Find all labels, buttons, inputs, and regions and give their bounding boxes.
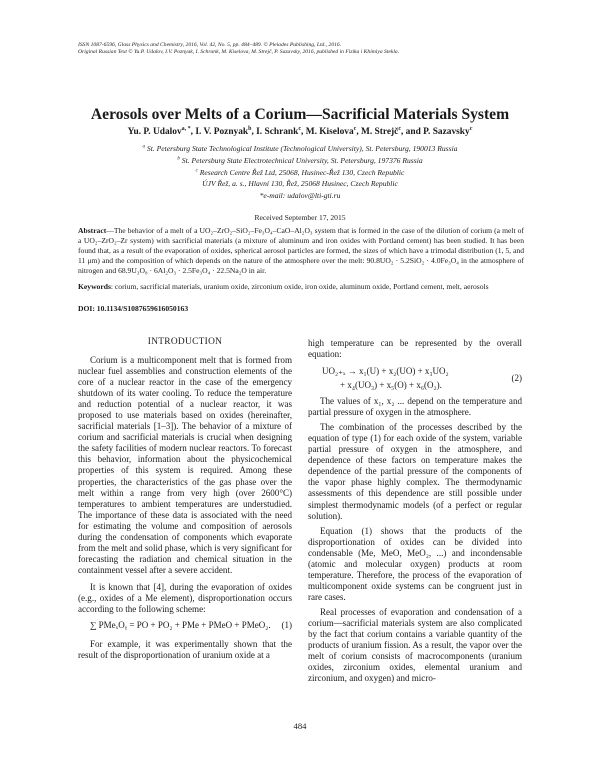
author-separator: , and: [400, 127, 424, 138]
affiliation-c-second: [0, 179, 600, 188]
affiliation-text: ÚJV Řež, a. s., Hlavní 130, Řež, 25068 Husinec, Czech Republic: [202, 179, 398, 188]
author-separator: ,: [190, 127, 196, 138]
keywords-text: : corium, sacrificial materials, uranium oxide, zirconium oxide, iron oxide, aluminum oxide, Portland cement, melt, aerosols: [110, 282, 489, 291]
author-affiliation-mark: a, *: [181, 126, 191, 132]
email-text: *e-mail: udalov@lti-gti.ru: [259, 191, 341, 200]
affiliation-text: St. Petersburg State Electrotechnical University, St. Petersburg, 197376 Russia: [181, 156, 423, 165]
author-list: [0, 126, 600, 137]
abstract: [78, 226, 524, 276]
author-name: I. Schrank: [256, 127, 299, 138]
equation-number: (1): [281, 620, 292, 631]
author-separator: ,: [301, 127, 306, 138]
author-affiliation-mark: c: [353, 126, 357, 132]
author-name: Yu. P. Udalov: [127, 127, 182, 138]
paragraph: It is known that [4], during the evaporation of oxides (e.g., oxides of a Me element), disproportionation occurs according to the following scheme:: [78, 581, 292, 615]
affiliation-text: Research Centre Řež Ltd, 25068, Husinec-Řež 130, Czech Republic: [199, 168, 405, 177]
journal-header-line-2: Original Russian Text © Yu.P. Udalov, I.V. Poznyak, I. Schrank, M. Kiselova, M. Strejč, P. Sazavsky, 2016, published in Fizika i Khimiya Stekla.: [78, 49, 400, 55]
author-affiliation-mark: c: [298, 126, 302, 132]
paragraph: The combination of the processes described by the equation of type (1) for each oxide of the system, variable partial pressure of oxygen in the atmosphere, and dependence of these factors on temperature makes the dependence of the partial pressure of the components of the vapor phase highly complex. The thermodynamic assessments of this dependence are still possible under simplest thermodynamic models (of a perfect or regular solution).: [308, 422, 522, 521]
equation-number: (2): [511, 373, 522, 384]
affiliation-c: [0, 168, 600, 177]
affiliation-mark: a: [142, 144, 145, 150]
author-affiliation-mark: b: [248, 126, 252, 132]
equation-formula-line-1: UO₂₊ₓ → x₁(U) + x₂(UO) + x₃UO₂: [322, 366, 449, 377]
paragraph: Real processes of evaporation and condensation of a corium—sacrificial materials system are also complicated by the fact that corium contains a variable quantity of the products of uranium fission. As a result, the vapor over the melt of corium consists of macrocomponents (uranium oxides, zirconium oxides, elemental uranium and zirconium, and oxygen) and micro-: [308, 606, 522, 684]
author-name: M. Kiselova: [305, 127, 354, 138]
doi-label: DOI:: [78, 304, 95, 313]
doi: [78, 304, 188, 313]
equation-formula-line-2: + x₄(UO₃) + x₅(O) + x₆(O₂).: [340, 380, 442, 391]
affiliation-mark: c: [195, 168, 198, 174]
abstract-text: —The behavior of a melt of a UO₂–ZrO₂–SiO₂–Fe₃O₄–CaO–Al₂O₃ system that is formed in the case of the dilution of corium (a melt of a UO₂–ZrO₂–Zr system) with sacrificial materials (a mixture of aluminum and iron oxides with Portland cement) has been studied. It has been found that, as a result of the evaporation of oxides, spherical aerosol particles are formed, the sizes of which have a trimodal distribution (1, 5, and 11 μm) and the composition of which depends on the nature of the atmosphere over the melt: 90.8UO₂ · 5.2SiO₂ · 4.0Fe₃O₄ in the atmosphere of nitrogen and 68.9U₃O₈ · 6Al₂O₃ · 2.5Fe₃O₄ · 22.5Na₂O in air.: [78, 226, 524, 275]
article-title: Aerosols over Melts of a Corium—Sacrificial Materials System: [90, 106, 510, 123]
paragraph: Equation (1) shows that the products of the disproportionation of oxides can be divided into condensable (Me, MeO, MeO₂, ...) and incondensable (atomic and molecular oxygen) products at room temperature. Therefore, the process of the evaporation of multicomponent oxide systems can be congruent just in rare cases.: [308, 525, 522, 602]
author-separator: ,: [356, 127, 361, 138]
affiliation-b: [0, 156, 600, 165]
journal-header-line-1: ISSN 1087-6596, Glass Physics and Chemistry, 2016, Vol. 42, No. 5, pp. 484–489. © Pleiades Publishing, Ltd., 2016.: [78, 42, 342, 48]
corresponding-email: [0, 191, 600, 200]
equation-formula: ∑ PMeₓOᵧ = PO + PO₂ + PMe + PMeO + PMeO₂.: [90, 620, 271, 631]
paragraph: The values of x₁, x₂ ... depend on the temperature and partial pressure of oxygen in the atmosphere.: [308, 396, 522, 418]
doi-value: 10.1134/S1087659616050163: [94, 304, 189, 313]
author-separator: ,: [251, 127, 257, 138]
author-affiliation-mark: c: [398, 126, 401, 132]
paragraph: For example, it was experimentally shown that the result of the disproportionation of uranium oxide at a: [78, 639, 292, 661]
section-heading: INTRODUCTION: [147, 337, 223, 347]
equation-2: [308, 360, 522, 396]
received-date: Received September 17, 2015: [254, 213, 346, 222]
affiliation-a: [0, 144, 600, 153]
abstract-label: Abstract: [78, 226, 107, 235]
paragraph: Corium is a multicomponent melt that is formed from nuclear fuel assemblies and construction elements of the core of a nuclear reactor in the case of the emergency shutdown of its water cooling. To reduce the temperature and reduction potential of a nuclear reactor, it was proposed to use materials based on oxides (hereinafter, sacrificial materials [1–3]). The behavior of a mixture of corium and sacrificial materials is crucial when designing the safety facilities of modern nuclear reactors. To forecast this behavior, information about the physicochemical properties of this system is required. Among these properties, the characteristics of the gas phase over the melt within a range from very high (over 2600°C) temperatures to ambient temperatures are understudied. The importance of these data is associated with the need for estimating the volume and composition of aerosols during the condensation of components which evaporate from the melt and solid phase, which is very significant for forecasting the radiation and chemical situation in the containment vessel after a severe accident.: [78, 355, 292, 575]
affiliation-text: St. Petersburg State Technological Institute (Technological University), St. Petersburg, 190013 Russia: [146, 144, 458, 153]
keywords: [78, 282, 524, 292]
paragraph: high temperature can be represented by the overall equation:: [308, 338, 522, 360]
affiliation-mark: b: [177, 156, 180, 162]
author-name: I. V. Poznyak: [195, 127, 249, 138]
author-affiliation-mark: c: [469, 126, 473, 132]
equation-1: [78, 615, 292, 639]
left-column: [78, 355, 292, 661]
page-number: 484: [293, 721, 307, 731]
author-name: M. Strejč: [361, 127, 399, 138]
right-column: [308, 338, 522, 684]
author-name: P. Sazavsky: [423, 127, 470, 138]
keywords-label: Keywords: [78, 282, 111, 291]
